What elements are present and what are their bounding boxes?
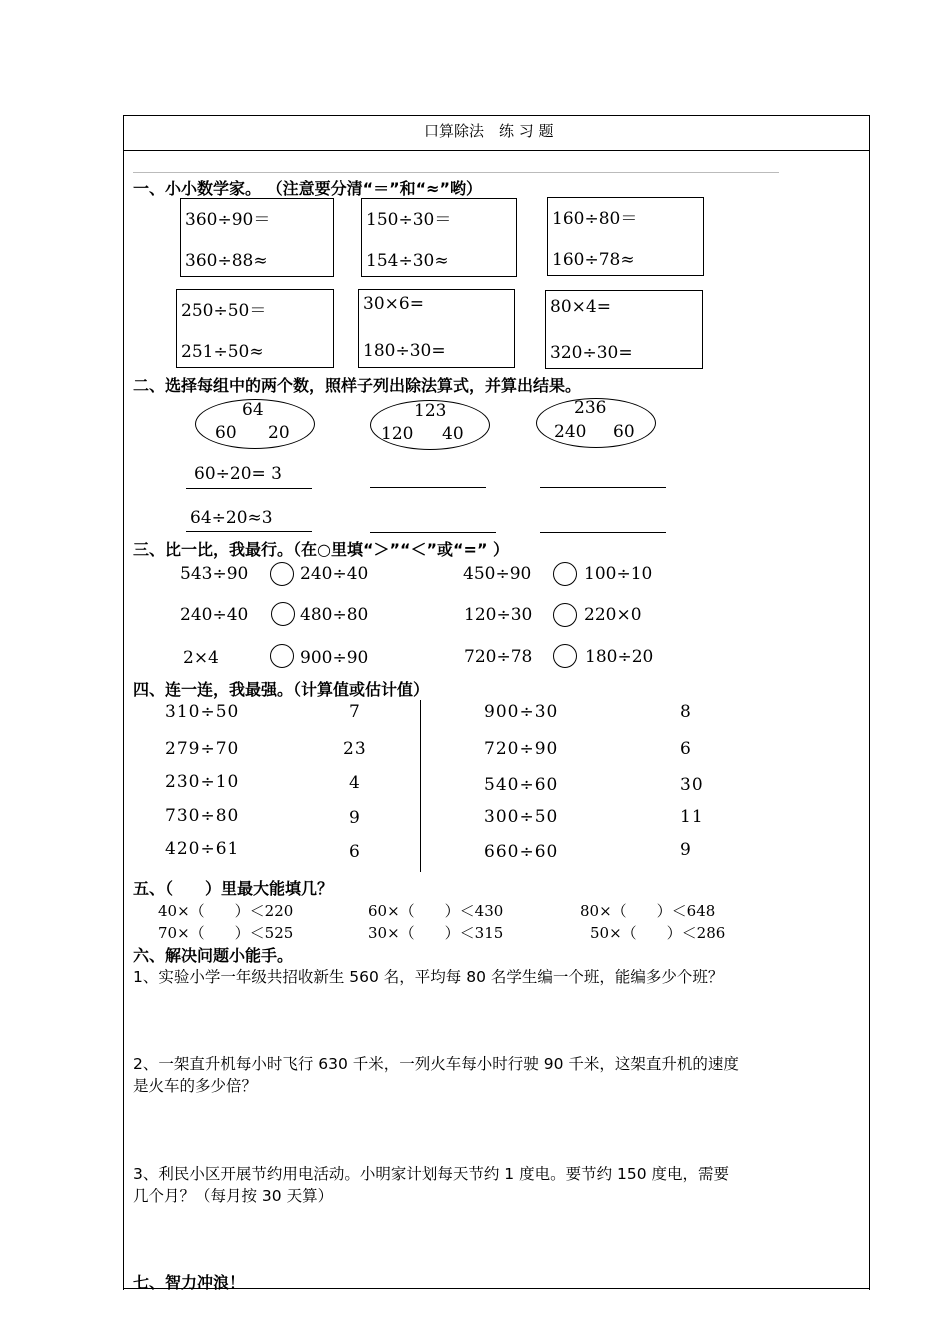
calc-exact: 150÷30＝: [366, 210, 452, 230]
calc-approx: 160÷78≈: [552, 250, 635, 270]
section-2-heading: 二、选择每组中的两个数，照样子列出除法算式，并算出结果。: [133, 376, 582, 395]
section-3-heading: 三、比一比，我最行。（在○里填“＞”“＜”或“=” ）: [133, 540, 510, 559]
answer-line: [540, 487, 666, 488]
calc-box: [176, 289, 334, 368]
group-number: 40: [442, 424, 464, 444]
example-approx: 64÷20≈3: [190, 508, 273, 528]
group-number: 120: [381, 424, 414, 444]
fill-item: 30×（ ）＜315: [368, 924, 504, 942]
match-value: 4: [349, 773, 361, 793]
example-exact: 60÷20= 3: [194, 464, 282, 484]
compare-right: 100÷10: [584, 564, 653, 584]
group-number: 20: [268, 423, 290, 443]
section-7-heading: 七、智力冲浪！: [133, 1273, 246, 1292]
match-expr: 730÷80: [165, 806, 240, 826]
match-expr: 420÷61: [165, 839, 240, 859]
compare-circle[interactable]: [271, 602, 295, 626]
match-expr: 720÷90: [484, 739, 559, 759]
column-divider: [420, 700, 421, 872]
calc-exact: 160÷80＝: [552, 209, 638, 229]
answer-line: [186, 488, 312, 489]
match-expr: 230÷10: [165, 772, 240, 792]
compare-right: 180÷20: [585, 647, 654, 667]
calc-box: [358, 289, 515, 368]
calc-exact: 80×4=: [550, 297, 611, 317]
compare-left: 120÷30: [464, 605, 533, 625]
problem-2-line-2: 是火车的多少倍？: [133, 1077, 258, 1095]
fill-item: 50×（ ）＜286: [590, 924, 726, 942]
calc-approx: 154÷30≈: [366, 251, 449, 271]
compare-circle[interactable]: [270, 562, 294, 586]
match-value: 6: [349, 842, 361, 862]
calc-exact: 250÷50＝: [181, 301, 267, 321]
match-value: 9: [349, 808, 361, 828]
problem-1: 1、实验小学一年级共招收新生 560 名，平均每 80 名学生编一个班，能编多少个班？: [133, 968, 724, 986]
compare-right: 900÷90: [300, 648, 369, 668]
section-5-heading: 五、（ ）里最大能填几？: [133, 879, 334, 898]
calc-box: [180, 198, 334, 277]
fill-item: 40×（ ）＜220: [158, 902, 294, 920]
answer-line: [370, 532, 496, 533]
section-4-heading: 四、连一连，我最强。（计算值或估计值）: [133, 680, 430, 699]
match-expr: 310÷50: [165, 702, 240, 722]
match-expr: 279÷70: [165, 739, 240, 759]
group-number: 60: [215, 423, 237, 443]
answer-line: [540, 532, 666, 533]
match-value: 9: [680, 840, 692, 860]
fill-item: 80×（ ）＜648: [580, 902, 716, 920]
problem-2-line-1: 2、一架直升机每小时飞行 630 千米，一列火车每小时行驶 90 千米，这架直升机的速度: [133, 1055, 739, 1073]
group-number: 60: [613, 422, 635, 442]
answer-line: [370, 487, 486, 488]
fill-item: 60×（ ）＜430: [368, 902, 504, 920]
compare-left: 2×4: [183, 648, 219, 668]
match-expr: 300÷50: [484, 807, 559, 827]
match-value: 6: [680, 739, 692, 759]
section-1-heading: 一、小小数学家。 （注意要分清“＝”和“≈”哟）: [133, 179, 483, 198]
compare-right: 220×0: [584, 605, 642, 625]
match-expr: 900÷30: [484, 702, 559, 722]
match-value: 7: [349, 702, 361, 722]
fill-item: 70×（ ）＜525: [158, 924, 294, 942]
match-value: 11: [680, 807, 704, 827]
compare-left: 720÷78: [464, 647, 533, 667]
compare-left: 450÷90: [463, 564, 532, 584]
group-number: 240: [554, 422, 587, 442]
compare-circle[interactable]: [553, 603, 577, 627]
compare-left: 543÷90: [180, 564, 249, 584]
answer-line: [186, 531, 312, 532]
calc-approx: 251÷50≈: [181, 342, 264, 362]
compare-right: 480÷80: [300, 605, 369, 625]
page-title: 口算除法 练 习 题: [424, 122, 554, 140]
calc-approx: 360÷88≈: [185, 251, 268, 271]
match-expr: 660÷60: [484, 842, 559, 862]
match-value: 8: [680, 702, 692, 722]
compare-right: 240÷40: [300, 564, 369, 584]
calc-exact: 30×6=: [363, 294, 424, 314]
thin-divider: [133, 172, 779, 173]
compare-circle[interactable]: [553, 562, 577, 586]
problem-3-line-1: 3、利民小区开展节约用电活动。小明家计划每天节约 1 度电。要节约 150 度电，需要: [133, 1165, 730, 1183]
compare-circle[interactable]: [270, 644, 294, 668]
calc-box: [547, 197, 704, 276]
match-value: 30: [680, 775, 704, 795]
calc-box: [361, 198, 517, 277]
problem-3-line-2: 几个月？（每月按 30 天算）: [133, 1187, 334, 1205]
section-6-heading: 六、解决问题小能手。: [133, 946, 294, 965]
compare-left: 240÷40: [180, 605, 249, 625]
calc-approx: 180÷30=: [363, 341, 446, 361]
group-number: 64: [242, 400, 264, 420]
match-expr: 540÷60: [484, 775, 559, 795]
calc-exact: 360÷90＝: [185, 210, 271, 230]
match-value: 23: [343, 739, 367, 759]
group-number: 123: [414, 401, 447, 421]
calc-box: [545, 290, 703, 369]
title-divider: [123, 150, 869, 151]
group-number: 236: [574, 398, 607, 418]
calc-approx: 320÷30=: [550, 343, 633, 363]
compare-circle[interactable]: [553, 644, 577, 668]
